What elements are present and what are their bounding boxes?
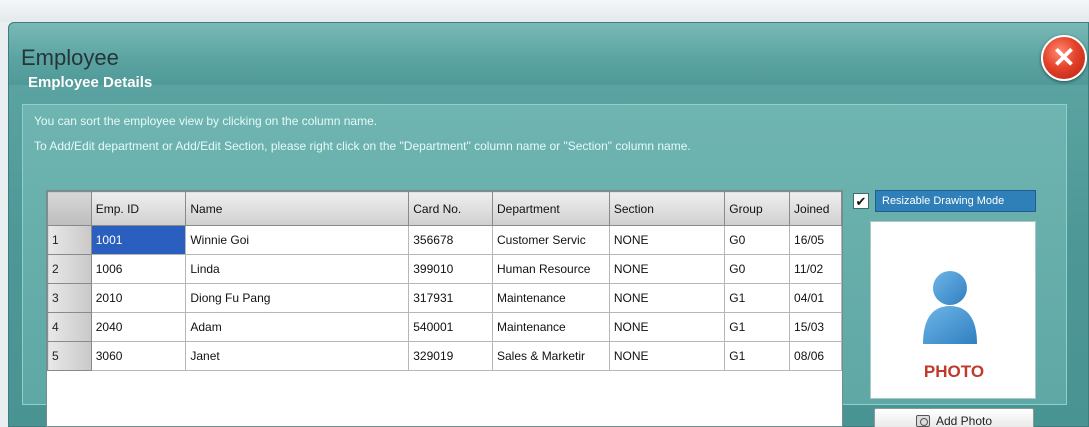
cell-department[interactable]: Maintenance xyxy=(493,284,610,313)
cell-card-no[interactable]: 399010 xyxy=(409,255,493,284)
cell-department[interactable]: Maintenance xyxy=(493,313,610,342)
cell-group[interactable]: G0 xyxy=(725,255,790,284)
employee-grid[interactable] xyxy=(46,190,843,427)
photo-label: PHOTO xyxy=(923,362,985,381)
resizable-mode-toggle[interactable] xyxy=(853,190,1036,212)
resizable-mode-checkbox[interactable] xyxy=(853,193,869,209)
cell-group[interactable]: G1 xyxy=(725,284,790,313)
table-row[interactable] xyxy=(48,284,842,313)
cell-section[interactable]: NONE xyxy=(609,284,724,313)
info-text-sort: You can sort the employee view by clicking on the column name. xyxy=(34,114,378,128)
row-number[interactable]: 2 xyxy=(48,255,92,284)
cell-group[interactable]: G1 xyxy=(725,313,790,342)
table-row[interactable] xyxy=(48,313,842,342)
cell-department[interactable]: Customer Servic xyxy=(493,226,610,255)
resizable-mode-label[interactable]: Resizable Drawing Mode xyxy=(875,190,1036,212)
cell-card-no[interactable]: 356678 xyxy=(409,226,493,255)
cell-emp-id[interactable]: 2010 xyxy=(91,284,186,313)
row-number[interactable]: 5 xyxy=(48,342,92,371)
cell-section[interactable]: NONE xyxy=(609,226,724,255)
cell-name[interactable]: Janet xyxy=(186,342,409,371)
close-button[interactable] xyxy=(1041,35,1087,81)
cell-joined[interactable]: 08/06 xyxy=(790,342,842,371)
cell-section[interactable]: NONE xyxy=(609,313,724,342)
cell-joined[interactable]: 15/03 xyxy=(790,313,842,342)
checkmark-icon: ✔ xyxy=(855,193,867,209)
row-number[interactable]: 1 xyxy=(48,226,92,255)
camera-icon xyxy=(916,415,930,427)
add-photo-label: Add Photo xyxy=(935,414,993,427)
cell-name[interactable]: Winnie Goi xyxy=(186,226,409,255)
section-title: Employee Details xyxy=(28,74,153,91)
cell-group[interactable]: G0 xyxy=(725,226,790,255)
cell-emp-id[interactable]: 2040 xyxy=(91,313,186,342)
column-header-group[interactable]: Group xyxy=(725,192,790,226)
table-row[interactable] xyxy=(48,255,842,284)
cell-card-no[interactable]: 317931 xyxy=(409,284,493,313)
close-icon: ✕ xyxy=(1052,42,1076,73)
cell-card-no[interactable]: 540001 xyxy=(409,313,493,342)
cell-joined[interactable]: 16/05 xyxy=(790,226,842,255)
row-number[interactable]: 3 xyxy=(48,284,92,313)
table-row[interactable] xyxy=(48,342,842,371)
cell-emp-id[interactable]: 1001 xyxy=(91,226,186,255)
table-row[interactable] xyxy=(48,226,842,255)
cell-group[interactable]: G1 xyxy=(725,342,790,371)
cell-department[interactable]: Human Resource xyxy=(493,255,610,284)
window-title: Employee xyxy=(21,45,119,70)
cell-emp-id[interactable]: 3060 xyxy=(91,342,186,371)
cell-name[interactable]: Linda xyxy=(186,255,409,284)
desktop-top-strip xyxy=(0,0,1089,22)
row-number[interactable]: 4 xyxy=(48,313,92,342)
column-header-emp-id[interactable]: Emp. ID xyxy=(91,192,186,226)
info-text-edit: To Add/Edit department or Add/Edit Section, please right click on the "Department" column name or "Section" column name. xyxy=(34,139,691,153)
cell-card-no[interactable]: 329019 xyxy=(409,342,493,371)
column-header-section[interactable]: Section xyxy=(609,192,724,226)
column-header-card-no[interactable]: Card No. xyxy=(409,192,493,226)
photo-placeholder xyxy=(870,221,1036,399)
cell-name[interactable]: Diong Fu Pang xyxy=(186,284,409,313)
cell-emp-id[interactable]: 1006 xyxy=(91,255,186,284)
column-header-department[interactable]: Department xyxy=(493,192,610,226)
cell-section[interactable]: NONE xyxy=(609,255,724,284)
header-row xyxy=(48,192,842,226)
employee-table xyxy=(47,191,842,371)
cell-section[interactable]: NONE xyxy=(609,342,724,371)
title-bar xyxy=(9,23,1088,85)
column-header-corner[interactable] xyxy=(48,192,92,226)
cell-name[interactable]: Adam xyxy=(186,313,409,342)
add-photo-button[interactable] xyxy=(874,408,1034,427)
cell-joined[interactable]: 11/02 xyxy=(790,255,842,284)
cell-department[interactable]: Sales & Marketir xyxy=(493,342,610,371)
column-header-name[interactable]: Name xyxy=(186,192,409,226)
cell-joined[interactable]: 04/01 xyxy=(790,284,842,313)
column-header-joined[interactable]: Joined xyxy=(790,192,842,226)
